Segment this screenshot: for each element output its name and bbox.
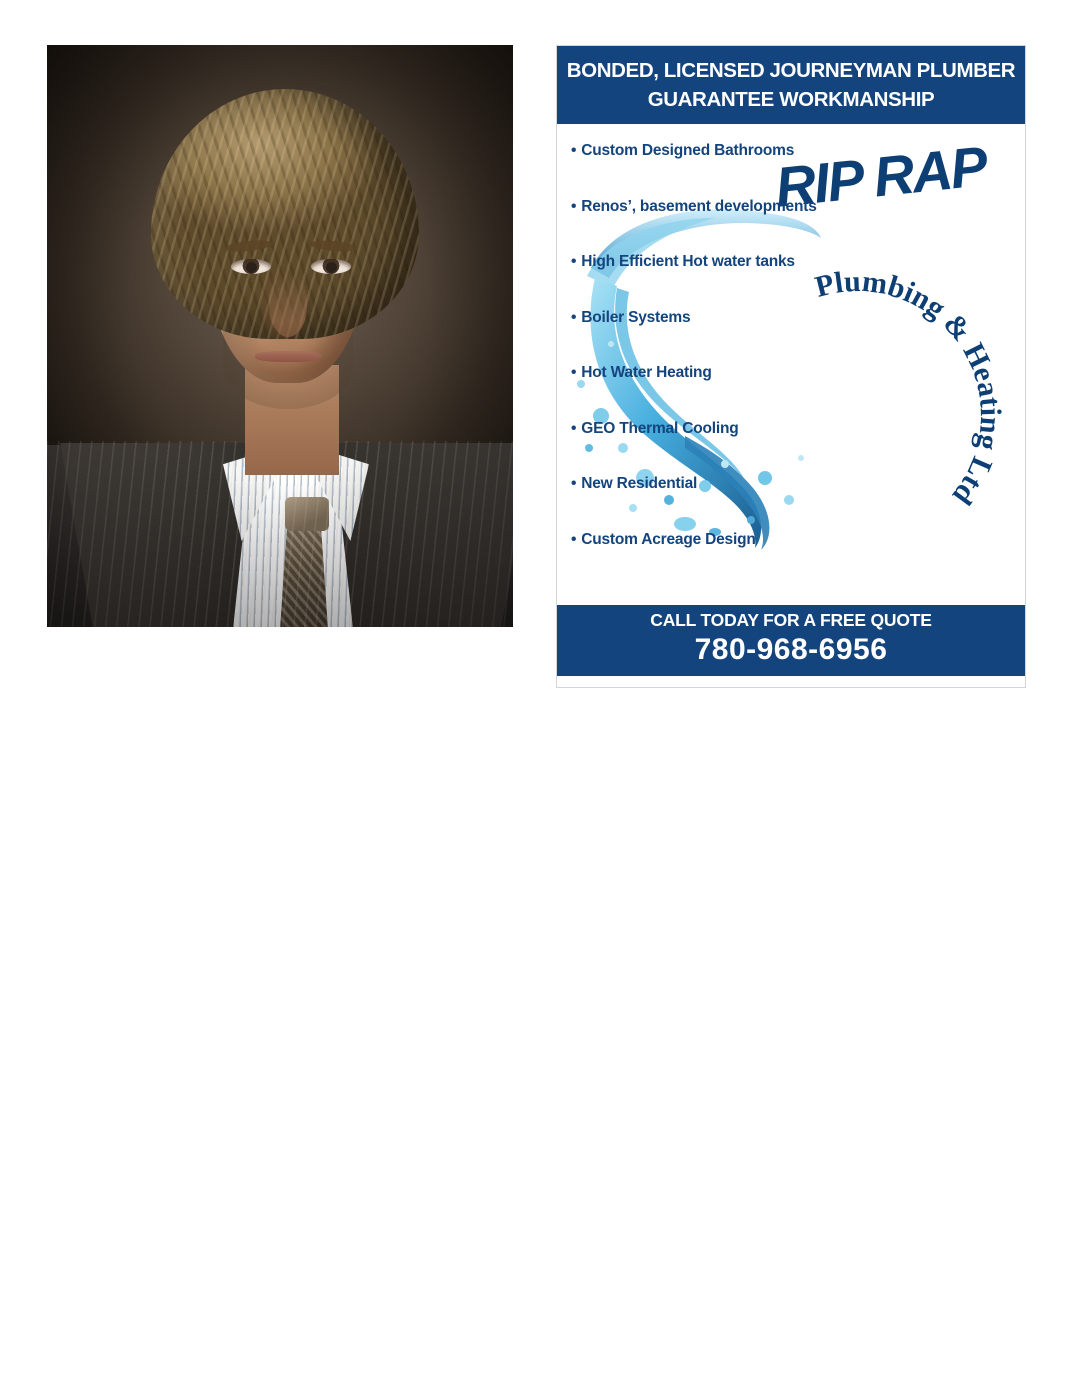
photo-vignette [47, 45, 513, 627]
service-item: • New Residential [571, 475, 831, 493]
riprap-brand-text: RIP RAP [772, 134, 989, 220]
portrait-photo [47, 45, 513, 627]
service-item: • GEO Thermal Cooling [571, 420, 831, 438]
flyer-header [557, 46, 1025, 124]
flyer-footer [557, 605, 1025, 676]
service-item: • High Efficient Hot water tanks [571, 253, 831, 271]
flyer-header-line-2: GUARANTEE WORKMANSHIP [647, 88, 935, 112]
service-item: • Custom Acreage Design [571, 531, 831, 549]
call-to-action-text: CALL TODAY FOR A FREE QUOTE [650, 610, 932, 631]
flyer-body [557, 124, 1025, 605]
flyer-header-line-1: BONDED, LICENSED JOURNEYMAN PLUMBER [566, 59, 1016, 82]
phone-number[interactable]: 780-968-6956 [694, 633, 888, 667]
service-item: • Boiler Systems [571, 309, 831, 327]
service-item: • Custom Designed Bathrooms [571, 142, 831, 160]
service-item: • Hot Water Heating [571, 364, 831, 382]
arc-text-label: Plumbing & Heating Ltd [811, 265, 1008, 512]
service-list [571, 142, 831, 586]
service-item: • Renos’, basement developments [571, 198, 831, 216]
plumbing-flyer [556, 45, 1026, 688]
